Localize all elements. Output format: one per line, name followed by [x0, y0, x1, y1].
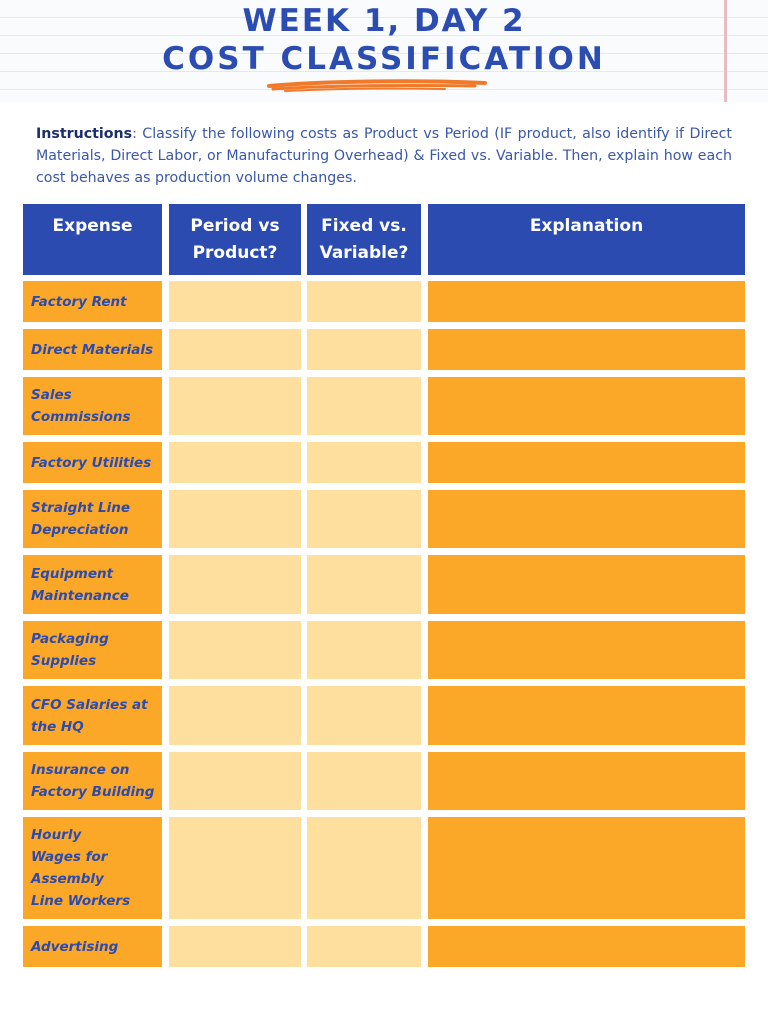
period-vs-product-cell-value — [177, 555, 295, 614]
period-vs-product-cell-value — [177, 490, 295, 548]
explanation-cell-value — [436, 442, 739, 483]
period-vs-product-cell[interactable] — [169, 686, 301, 745]
expense-label: Direct Materials — [31, 341, 154, 358]
explanation-cell-value — [436, 686, 739, 745]
period-vs-product-cell-value — [177, 377, 295, 435]
expense-cell — [23, 329, 162, 370]
fixed-vs-variable-cell-value — [315, 377, 415, 435]
instructions — [36, 123, 732, 189]
fixed-vs-variable-cell-value — [315, 752, 415, 810]
explanation-cell[interactable] — [428, 442, 745, 483]
fixed-vs-variable-cell-value — [315, 281, 415, 322]
explanation-cell-value — [436, 329, 739, 370]
explanation-cell-value — [436, 817, 739, 919]
fixed-vs-variable-cell-value — [315, 442, 415, 483]
explanation-cell[interactable] — [428, 555, 745, 614]
expense-label: Factory Rent — [31, 293, 127, 310]
header-explanation-label: Explanation — [529, 216, 644, 236]
title-line-1: WEEK 1, DAY 2 — [242, 3, 526, 39]
fixed-vs-variable-cell[interactable] — [307, 926, 421, 967]
header-expense-label: Expense — [52, 216, 133, 236]
header-expense — [23, 204, 162, 275]
explanation-cell-value — [436, 621, 739, 679]
period-vs-product-cell[interactable] — [169, 621, 301, 679]
period-vs-product-cell-value — [177, 442, 295, 483]
explanation-cell-value — [436, 377, 739, 435]
title-line-2: COST CLASSIFICATION — [162, 41, 606, 77]
fixed-vs-variable-cell[interactable] — [307, 442, 421, 483]
fixed-vs-variable-cell[interactable] — [307, 329, 421, 370]
expense-label: Insurance on Factory Building — [31, 762, 155, 800]
fixed-vs-variable-cell[interactable] — [307, 555, 421, 614]
period-vs-product-cell[interactable] — [169, 817, 301, 919]
header-explanation — [428, 204, 745, 275]
instructions-lead: Instructions — [36, 126, 133, 142]
fixed-vs-variable-cell[interactable] — [307, 621, 421, 679]
expense-cell — [23, 686, 162, 745]
period-vs-product-cell-value — [177, 281, 295, 322]
expense-label: Sales Commissions — [31, 387, 131, 425]
explanation-cell[interactable] — [428, 281, 745, 322]
explanation-cell[interactable] — [428, 377, 745, 435]
expense-cell — [23, 752, 162, 810]
expense-cell — [23, 926, 162, 967]
expense-label: Packaging Supplies — [31, 631, 109, 669]
expense-label: Factory Utilities — [31, 454, 152, 471]
fixed-vs-variable-cell-value — [315, 817, 415, 919]
period-vs-product-cell-value — [177, 621, 295, 679]
expense-label: CFO Salaries at the HQ — [31, 696, 148, 735]
period-vs-product-cell[interactable] — [169, 281, 301, 322]
expense-cell — [23, 377, 162, 435]
fixed-vs-variable-cell-value — [315, 329, 415, 370]
period-vs-product-cell[interactable] — [169, 329, 301, 370]
explanation-cell[interactable] — [428, 817, 745, 919]
fixed-vs-variable-cell-value — [315, 555, 415, 614]
expense-cell — [23, 621, 162, 679]
period-vs-product-cell-value — [177, 926, 295, 967]
period-vs-product-cell-value — [177, 329, 295, 370]
explanation-cell[interactable] — [428, 926, 745, 967]
explanation-cell[interactable] — [428, 329, 745, 370]
explanation-cell[interactable] — [428, 752, 745, 810]
fixed-vs-variable-cell[interactable] — [307, 377, 421, 435]
period-vs-product-cell[interactable] — [169, 926, 301, 967]
expense-cell — [23, 555, 162, 614]
expense-label: Straight Line Depreciation — [31, 500, 130, 538]
header-fixed-vs-variable-label: Fixed vs. Variable? — [319, 216, 409, 263]
explanation-cell[interactable] — [428, 686, 745, 745]
period-vs-product-cell[interactable] — [169, 442, 301, 483]
header-period-vs-product — [169, 204, 301, 275]
period-vs-product-cell[interactable] — [169, 490, 301, 548]
period-vs-product-cell-value — [177, 817, 295, 919]
expense-cell — [23, 281, 162, 322]
fixed-vs-variable-cell-value — [315, 686, 415, 745]
fixed-vs-variable-cell[interactable] — [307, 281, 421, 322]
expense-label: Hourly Wages for Assembly Line Workers — [31, 827, 131, 909]
fixed-vs-variable-cell[interactable] — [307, 817, 421, 919]
explanation-cell-value — [436, 555, 739, 614]
fixed-vs-variable-cell[interactable] — [307, 752, 421, 810]
fixed-vs-variable-cell-value — [315, 926, 415, 967]
expense-cell — [23, 817, 162, 919]
expense-cell — [23, 442, 162, 483]
explanation-cell-value — [436, 926, 739, 967]
period-vs-product-cell-value — [177, 752, 295, 810]
explanation-cell[interactable] — [428, 621, 745, 679]
header-period-vs-product-label: Period vs Product? — [190, 216, 280, 263]
instructions-text: : Classify the following costs as Product vs Period (IF product, also identify if Direct Materials, Direct Labor, or Manufacturing Overhead) & Fixed vs. Variable. Then, explain how each cost behaves as production volume changes. — [36, 126, 732, 186]
explanation-cell-value — [436, 281, 739, 322]
fixed-vs-variable-cell[interactable] — [307, 490, 421, 548]
header-fixed-vs-variable — [307, 204, 421, 275]
explanation-cell-value — [436, 752, 739, 810]
title-underline-icon — [265, 73, 490, 95]
notebook-header — [0, 0, 768, 102]
explanation-cell-value — [436, 490, 739, 548]
expense-label: Equipment Maintenance — [31, 565, 129, 604]
fixed-vs-variable-cell-value — [315, 621, 415, 679]
period-vs-product-cell[interactable] — [169, 377, 301, 435]
expense-cell — [23, 490, 162, 548]
period-vs-product-cell-value — [177, 686, 295, 745]
period-vs-product-cell[interactable] — [169, 555, 301, 614]
period-vs-product-cell[interactable] — [169, 752, 301, 810]
fixed-vs-variable-cell-value — [315, 490, 415, 548]
fixed-vs-variable-cell[interactable] — [307, 686, 421, 745]
explanation-cell[interactable] — [428, 490, 745, 548]
expense-label: Advertising — [31, 938, 119, 955]
